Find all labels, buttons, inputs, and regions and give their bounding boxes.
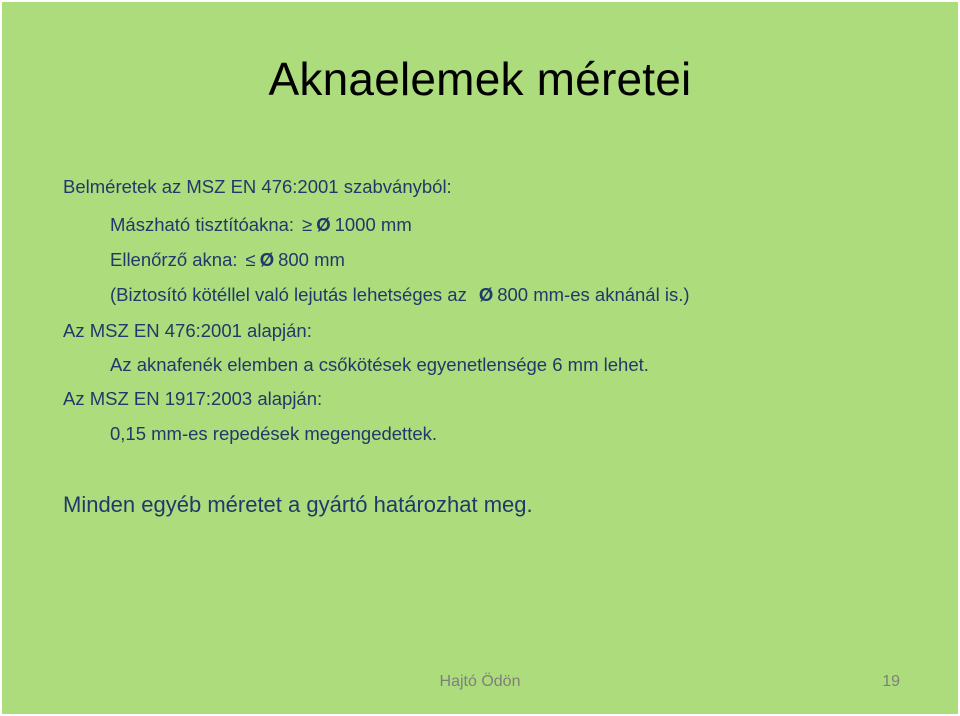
diameter-icon: Ø <box>316 214 331 235</box>
line-manufacturer-note: Minden egyéb méretet a gyártó határozhat meg. <box>63 492 533 517</box>
rope-note-start: (Biztosító kötéllel való lejutás lehetséges az <box>110 284 467 305</box>
line-rope-note <box>110 284 690 306</box>
line-inspection-chamber <box>110 249 345 271</box>
diameter-icon: Ø <box>259 249 275 270</box>
less-equal-icon: ≤ <box>245 249 256 270</box>
inspection-chamber-label: Ellenőrző akna: <box>110 249 238 270</box>
slide-title: Aknaelemek méretei <box>268 53 692 105</box>
footer-page-number: 19 <box>882 673 900 690</box>
diameter-icon: Ø <box>478 284 494 305</box>
line-joint-tolerance: Az aknafenék elemben a csőkötések egyenetlensége 6 mm lehet. <box>110 354 649 375</box>
inspection-chamber-value: 800 mm <box>278 249 345 270</box>
rope-note-end: 800 mm-es aknánál is.) <box>497 284 690 305</box>
line-standard-476: Az MSZ EN 476:2001 alapján: <box>63 320 312 341</box>
greater-equal-icon: ≥ <box>302 214 313 235</box>
line-internal-dimensions: Belméretek az MSZ EN 476:2001 szabványból: <box>63 176 452 197</box>
line-accessible-manhole <box>110 214 412 236</box>
accessible-manhole-value: 1000 mm <box>334 214 412 235</box>
line-crack-tolerance: 0,15 mm-es repedések megengedettek. <box>110 423 438 444</box>
footer-author: Hajtó Ödön <box>439 673 521 690</box>
accessible-manhole-label: Mászható tisztítóakna: <box>110 214 295 235</box>
slide <box>2 2 958 714</box>
line-standard-1917: Az MSZ EN 1917:2003 alapján: <box>63 388 323 409</box>
